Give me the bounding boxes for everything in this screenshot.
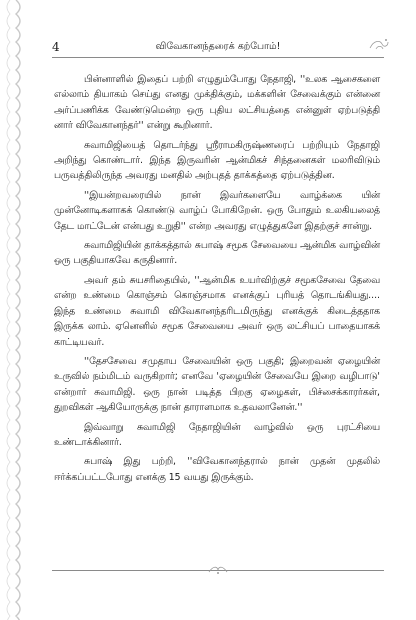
body-text [54,72,380,489]
footer-flourish-icon [208,564,228,576]
paragraph: ''தேசசேவை சமுதாய சேவையின் ஒரு பகுதி; இறைவன் ஏழையின் உருவில் நம்மிடம் வருகிறார்; எனவே 'ஏழையின் சேவையே இறை வழிபாடு' என்றார் சுவாமிஜி. ஒரு நான் படித்த பிறகு ஏழைகள், பிச்சைக்காரர்கள், துறவிகள் ஆகியோருக்கு நான் தாராளமாக உதவலானேன்.'' [54,355,380,414]
paragraph: அவர் தம் சுயசரிதையில், ''ஆன்மிக உயர்விற்குச் சமூகசேவை தேவை என்ற உண்மை கொஞ்சம் கொஞ்சமாக எனக்குப் புரியத் தொடங்கியது.... இந்த உண்மை சுவாமி விவேகானந்தரிடமிருந்து எனக்குக் கிடைத்ததாக இருக்க லாம். ஏனெனில் சமூக சேவையை அவர் ஒரு லட்சியப் பாதையாகக் காட்டியவர். [54,274,380,348]
paragraph: இவ்வாறு சுவாமிஜி நேதாஜியின் வாழ்வில் ஒரு புரட்சியை உண்டாக்கினார். [54,421,380,448]
page-border-ornament [0,0,30,620]
paragraph: ''இயன்றவரையில் நான் இவர்களையே வாழ்க்கை யின் முன்னோடிகளாகக் கொண்டு வாழ்ப் போகிறேன். ஒரு போதும் உலகியலைத் தேட மாட்டேன் என்பது உறுதி'' என்ற அவரது எழுத்துகளே இதற்குச் சான்று. [54,189,380,232]
header-rule [52,57,384,58]
paragraph: சுவாமிஜியைத் தொடர்ந்து ஸ்ரீராமகிருஷ்ணரைப் பற்றியும் நேதாஜி அறிந்து கொண்டார். இந்த இருவரின் ஆன்மிகச் சிந்தனைகள் மலரிவிடும் பருவத்திலிருந்த அவரது மனதில் அற்புதத் தாக்கத்தை ஏற்படுத்தின. [54,139,380,182]
page-header [52,40,384,58]
page-number: 4 [52,40,60,54]
flourish-icon [368,36,390,52]
paragraph: சுபாஷ் இது பற்றி, ''விவேகானந்தரால் நான் முதன் முதலில் ஈர்க்கப்பட்டபோது எனக்கு 15 வயது இருக்கும். [54,456,380,483]
running-head: விவேகானந்தரைக் கற்போம்! [155,41,281,52]
paragraph: சுவாமிஜியின் தாக்கத்தால் சுபாஷ் சமூக சேவையை ஆன்மிக வாழ்வின் ஒரு பகுதியாகவே கருதினார். [54,240,380,267]
paragraph: பின்னாளில் இதைப் பற்றி எழுதும்போது நேதாஜி, ''உலக ஆசைகளை எல்லாம் தியாகம் செய்து எனது முக்திக்கும், மக்களின் சேவைக்கும் என்னை அர்ப்பணிக்க வேண்டுமென்ற ஒரு புதிய லட்சியத்தை என்னுள் ஏற்படுத்தி னார் விவேகானந்தர்'' என்று கூறினார். [54,74,380,132]
